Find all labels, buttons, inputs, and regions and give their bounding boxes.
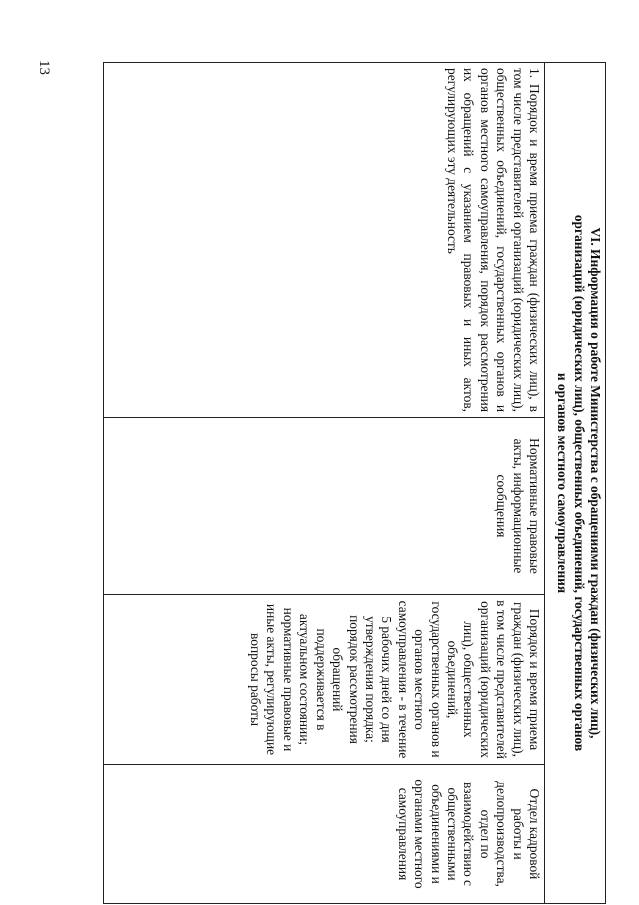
item-description-cell: 1. Порядок и время приема граждан (физических лиц), в том числе представителей организаций (юридических лиц), общественных объединений, государственных органов и органов местного самоуправления, порядок рассмотрения их обращений с указанием правовых и иных актов, регулирующих эту деятельность bbox=[104, 63, 545, 418]
section-title-line: VI. Информация о работе Министерства с обращениями граждан (физических лиц), bbox=[588, 227, 603, 739]
update-period-cell: Порядок и время приема граждан (физических лиц), в том числе представителей организаций (юридических лиц), общественных объединений, государственных органов и органов местного самоуправления - в течение 5 рабочих дней со дня утверждения порядка; порядок рассмотрения обращений поддерживается в актуальном состоянии; нормативные правовые и иные акты, регулирующие вопросы работы bbox=[104, 595, 545, 765]
section-title-row bbox=[545, 63, 606, 904]
information-table bbox=[103, 62, 606, 904]
section-title bbox=[545, 63, 606, 904]
responsible-unit-cell: Отдел кадровой работы и делопроизводства, отдел по взаимодействию с общественными объединениями и органами местного самоуправления bbox=[104, 765, 545, 904]
section-title-line: организаций (юридических лиц), общественных объединений, государственных органов bbox=[571, 214, 587, 752]
section-title-line: и органов местного самоуправления bbox=[555, 372, 571, 594]
page-number: 13 bbox=[36, 60, 52, 75]
table-row bbox=[104, 63, 545, 904]
publication-form-cell: Нормативные правовые акты, информационные сообщения bbox=[104, 418, 545, 595]
rotated-page-content bbox=[103, 62, 606, 903]
